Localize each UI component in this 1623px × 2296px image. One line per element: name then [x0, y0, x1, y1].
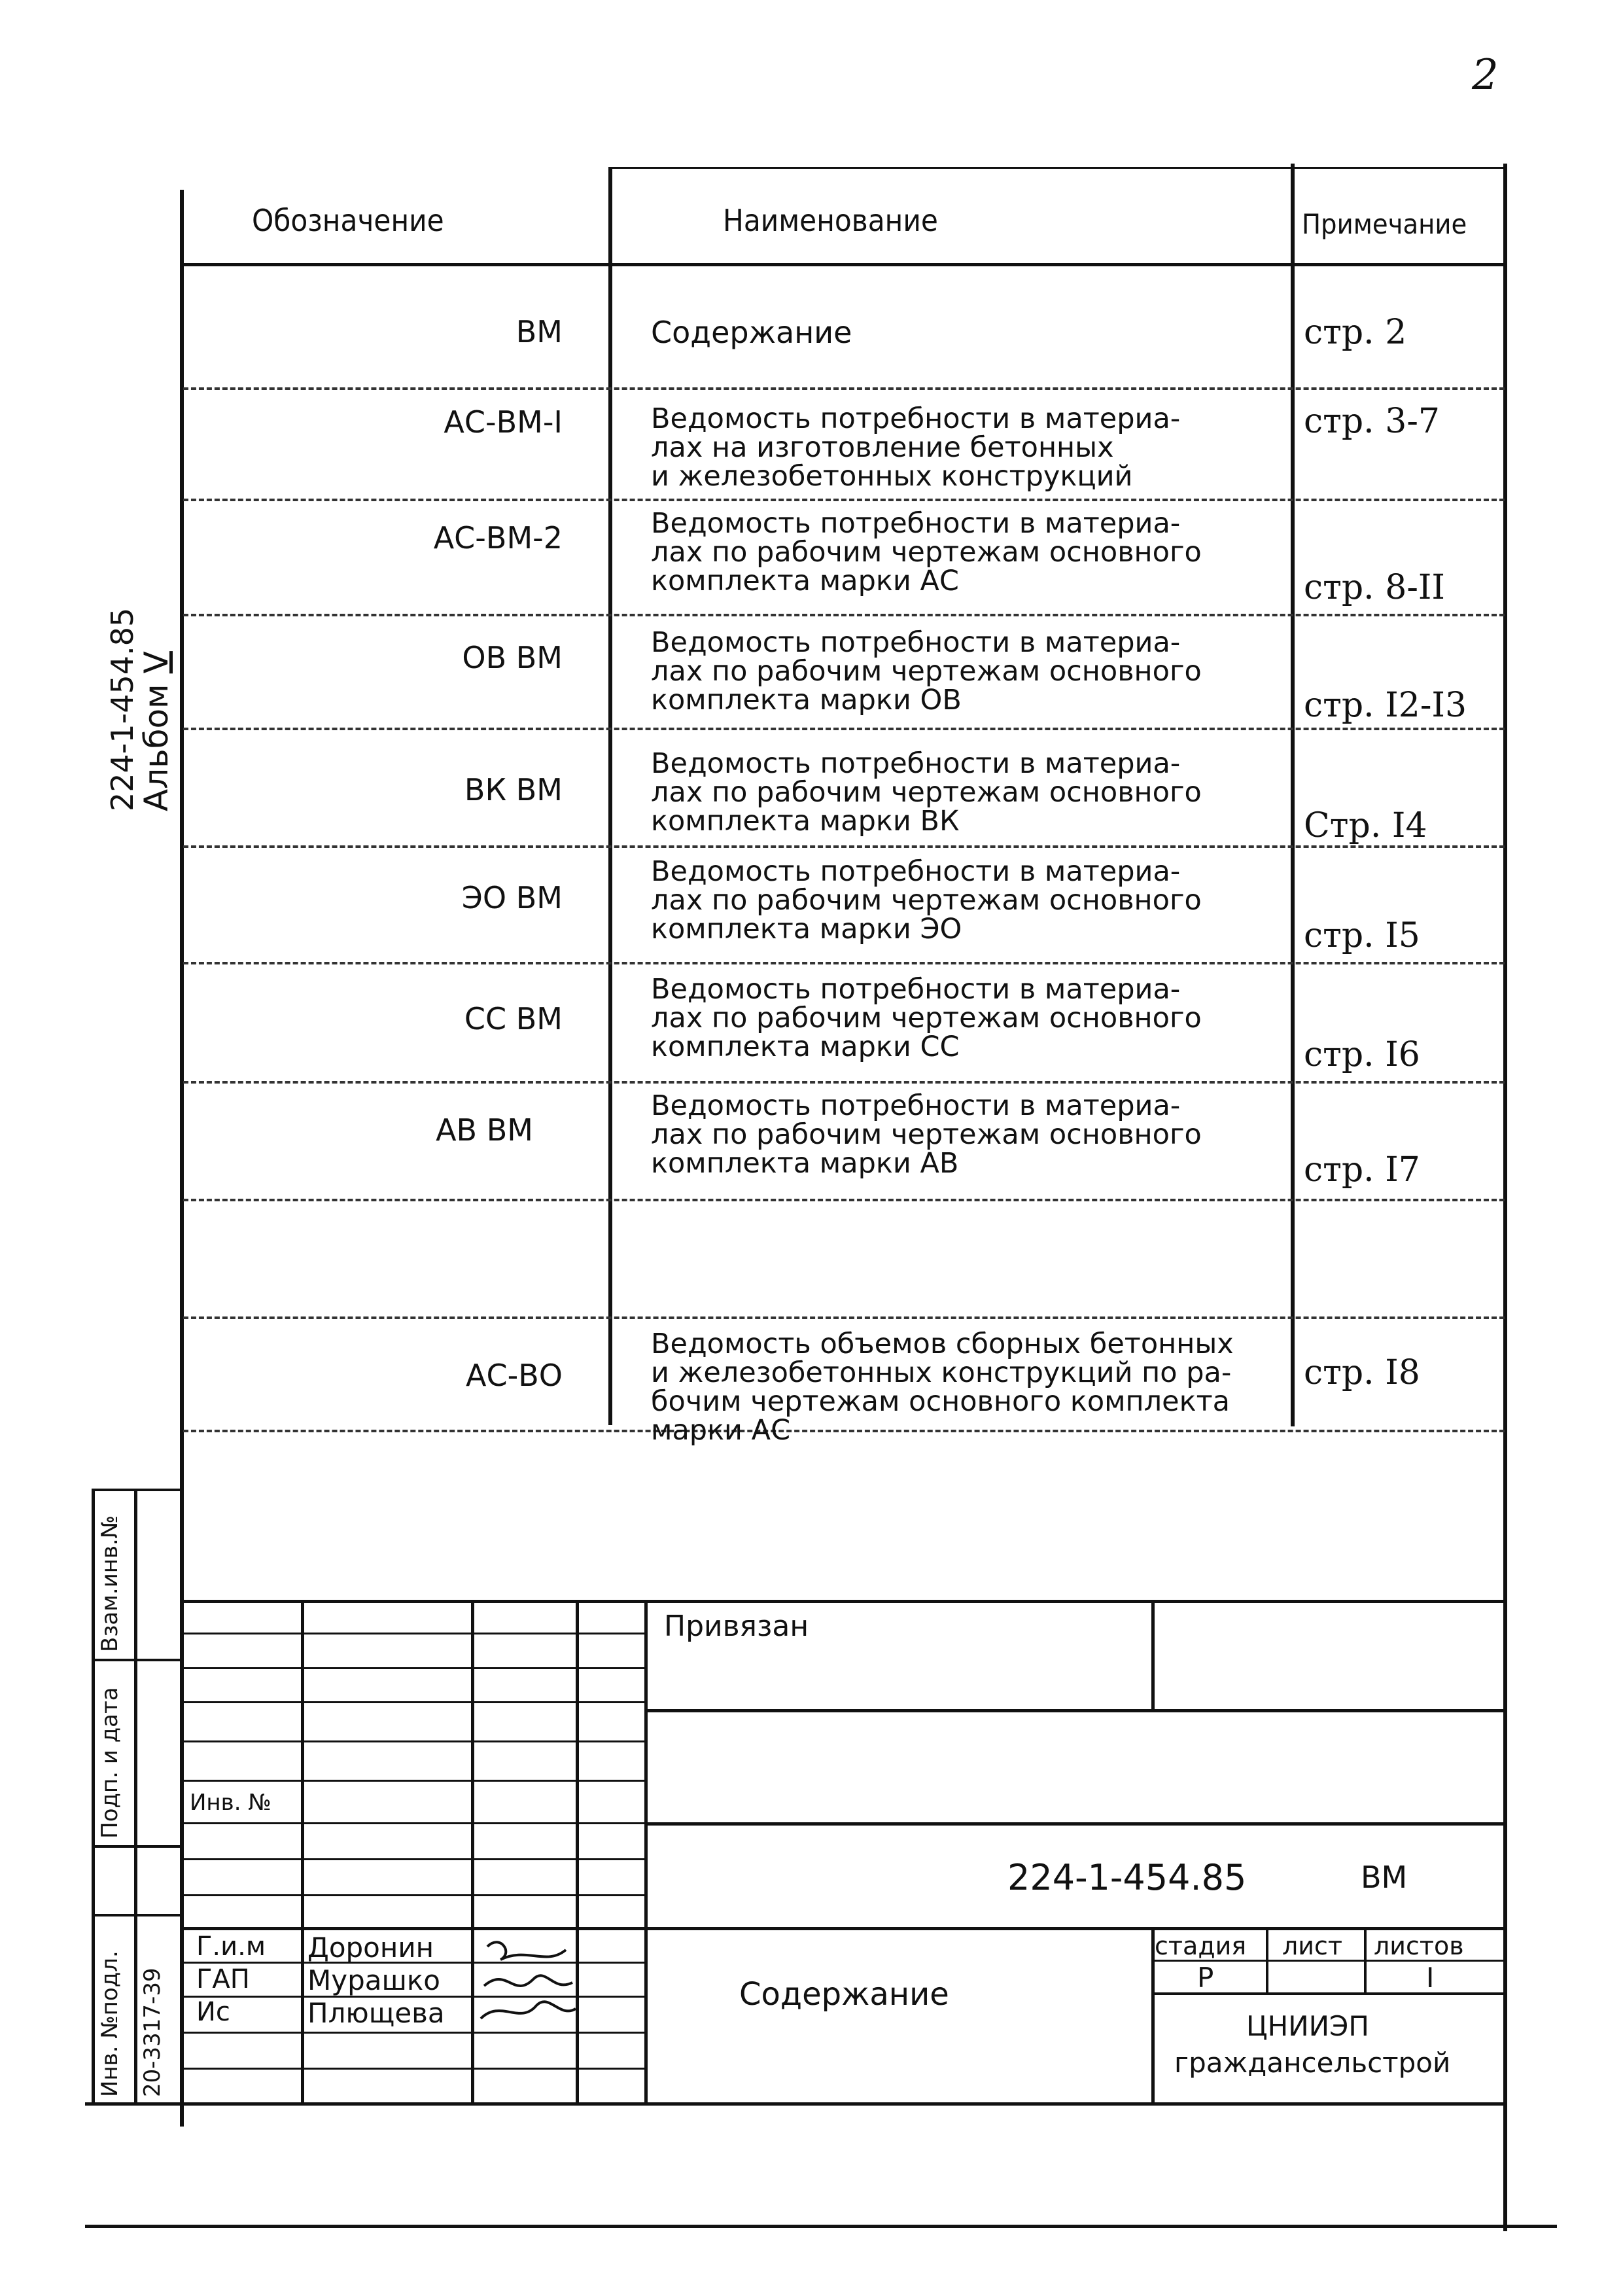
stamp-grid — [180, 2068, 644, 2070]
row-name: Ведомость потребности в материа- лах по рабочим чертежам основного комплекта марки ЭО — [651, 855, 1202, 945]
doc-mark: ВМ — [1361, 1860, 1408, 1895]
stage-label: стадия — [1155, 1932, 1247, 1960]
row-code: АВ ВМ — [436, 1112, 533, 1148]
header-name: Наименование — [723, 203, 938, 238]
row-note: Стр. I4 — [1304, 806, 1427, 845]
header-code: Обозначение — [252, 203, 444, 238]
row-note: стр. I7 — [1304, 1150, 1420, 1190]
name-3: Плющева — [307, 1997, 445, 2029]
sheets-label: листов — [1374, 1932, 1464, 1960]
stamp-row-2 — [644, 1822, 1505, 1826]
stamp-row-3 — [180, 1927, 1505, 1930]
header-note: Примечание — [1302, 208, 1467, 240]
row-name: Ведомость потребности в материа- лах по рабочим чертежам основного комплекта марки АС — [651, 507, 1202, 597]
stamp-grid — [180, 1858, 644, 1860]
row-divider — [183, 614, 1505, 616]
album-code: 224-1-454.85 — [105, 607, 140, 811]
stamp-grid — [180, 1894, 644, 1896]
vzam-inv-label: Взам.инв.№ — [97, 1515, 123, 1652]
row-divider — [183, 845, 1505, 848]
row-code: ЭО ВМ — [461, 880, 563, 915]
stamp-grid — [180, 1740, 644, 1742]
side-stamp-div3 — [92, 1914, 183, 1916]
org-line-1: ЦНИИЭП — [1246, 2010, 1369, 2042]
row-divider — [183, 499, 1505, 501]
side-stamp-left — [92, 1489, 95, 2104]
role-1: Г.и.м — [196, 1932, 266, 1962]
row-note: стр. I2-I3 — [1304, 686, 1467, 725]
doc-code: 224-1-454.85 — [1007, 1857, 1247, 1898]
row-code: ВК ВМ — [464, 772, 563, 807]
row-name: Ведомость потребности в материа- лах по рабочим чертежам основного комплекта марки АВ — [651, 1089, 1202, 1180]
stamp-grid — [180, 1780, 644, 1782]
row-name: Содержание — [651, 315, 852, 350]
stamp-grid — [180, 1822, 644, 1824]
row-divider — [183, 1081, 1505, 1084]
row-divider — [183, 1199, 1505, 1201]
stamp-grid — [180, 1633, 644, 1634]
side-stamp-div2 — [92, 1845, 183, 1848]
table-top-line — [608, 167, 1505, 169]
row-name: Ведомость потребности в материа- лах по рабочим чертежам основного комплекта марки ОВ — [651, 626, 1202, 716]
row-note: стр. I8 — [1304, 1353, 1420, 1392]
inv-podl-label: Инв. №подл. — [97, 1951, 123, 2097]
row-code: АС-ВО — [466, 1358, 563, 1393]
frame-bottom-line — [85, 2102, 1507, 2106]
row-note: стр. 2 — [1304, 313, 1407, 352]
row-divider — [183, 1316, 1505, 1319]
org-line-2: граждансельстрой — [1174, 2047, 1451, 2079]
stamp-grid — [180, 1667, 644, 1669]
row-code: СС ВМ — [464, 1001, 563, 1036]
album-label — [137, 651, 175, 811]
inv-podl-value: 20-3317-39 — [139, 1968, 166, 2097]
row-divider — [183, 387, 1505, 390]
row-divider — [183, 728, 1505, 730]
album-number: V — [137, 651, 175, 674]
stamp-top-line — [180, 1600, 1505, 1603]
frame-right-line — [1503, 164, 1507, 2231]
page-number: 2 — [1472, 51, 1499, 99]
role-3: Ис — [196, 1997, 230, 2027]
row-name: Ведомость потребности в материа- лах по рабочим чертежам основного комплекта марки ВК — [651, 747, 1202, 838]
frame-left-line — [180, 190, 184, 2127]
role-2: ГАП — [196, 1964, 250, 1994]
row-code: ОВ ВМ — [462, 640, 563, 675]
row-note: стр. I6 — [1304, 1035, 1420, 1074]
row-divider — [183, 962, 1505, 964]
row-code: ВМ — [515, 314, 563, 349]
row-name: Ведомость объемов сборных бетонных и железобетонных конструкций по ра- бочим чертежам основного комплекта марки АС — [651, 1328, 1234, 1447]
row-note: стр. 8-II — [1304, 568, 1445, 607]
side-stamp-mid — [134, 1489, 137, 2104]
podp-data-label: Подп. и дата — [97, 1687, 123, 1839]
stamp-row-1 — [644, 1709, 1505, 1712]
row-name: Ведомость потребности в материа- лах по рабочим чертежам основного комплекта марки СС — [651, 973, 1202, 1063]
stage-value: Р — [1197, 1962, 1214, 1994]
row-note: стр. I5 — [1304, 916, 1420, 955]
header-bottom-line — [180, 263, 1505, 266]
stamp-col-e — [1151, 1600, 1155, 1711]
stamp-grid — [180, 1701, 644, 1703]
side-stamp-top — [92, 1489, 183, 1491]
row-name: Ведомость потребности в материа- лах на изготовление бетонных и железобетонных конструкций — [651, 402, 1181, 493]
side-stamp-div1 — [92, 1659, 183, 1661]
stamp-title: Содержание — [739, 1976, 949, 2013]
sheets-value: I — [1426, 1962, 1435, 1994]
page-bottom-line — [85, 2225, 1557, 2228]
row-code: АС-ВМ-I — [444, 404, 563, 440]
inv-no-label: Инв. № — [190, 1790, 271, 1816]
name-2: Мурашко — [307, 1964, 440, 1996]
signatures — [474, 1927, 579, 2038]
name-1: Доронин — [307, 1932, 434, 1964]
privyazan-label: Привязан — [664, 1610, 809, 1643]
row-code: АС-ВМ-2 — [433, 520, 563, 556]
row-note: стр. 3-7 — [1304, 402, 1440, 441]
sheet-label: лист — [1282, 1932, 1343, 1960]
stamp-col-a — [301, 1600, 304, 2104]
col-divider-1 — [608, 169, 612, 1425]
stamp-col-d — [644, 1600, 648, 2104]
album-label-text: Альбом — [137, 684, 175, 811]
